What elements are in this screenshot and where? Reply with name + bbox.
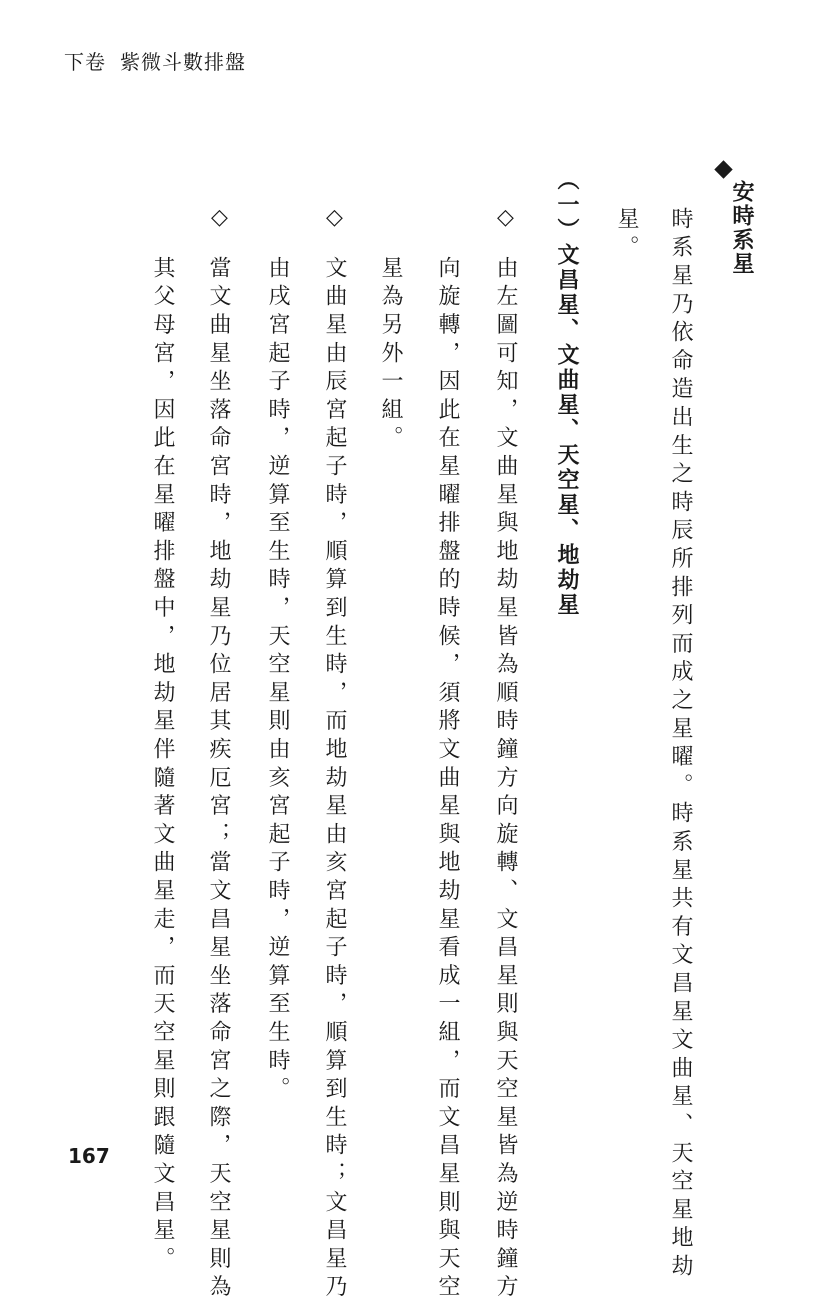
intro-line-1: 時系星乃依命造出生之時辰所排列而成之星曜。時系星共有文昌星文曲星、天空星地劫 xyxy=(668,207,693,1283)
diamond-outline-icon: ◇ xyxy=(211,205,228,230)
volume-label: 下卷 xyxy=(64,50,106,74)
bullet-2-line-1: 文曲星由辰宮起子時，順算到生時，而地劫星由亥宮起子時，順算到生時；文昌星乃 xyxy=(322,256,347,1303)
section-heading: 安時系星 xyxy=(729,180,755,276)
diamond-outline-icon: ◇ xyxy=(497,205,514,230)
page-number: 167 xyxy=(68,1144,110,1168)
diamond-outline-icon: ◇ xyxy=(326,205,343,230)
diamond-bullet-icon xyxy=(714,160,732,178)
intro-line-2: 星。 xyxy=(614,207,639,264)
book-title: 紫微斗數排盤 xyxy=(120,50,246,74)
bullet-3-line-2: 其父母宮，因此在星曜排盤中，地劫星伴隨著文曲星走，而天空星則跟隨文昌星。 xyxy=(150,256,175,1275)
bullet-1-line-2: 向旋轉，因此在星曜排盤的時候，須將文曲星與地劫星看成一組，而文昌星則與天空 xyxy=(435,256,460,1303)
bullet-1-line-1: 由左圖可知，文曲星與地劫星皆為順時鐘方向旋轉、文昌星則與天空星皆為逆時鐘方 xyxy=(493,256,518,1303)
subsection-heading: （一）文昌星、文曲星、天空星、地劫星 xyxy=(554,168,580,618)
bullet-3-line-1: 當文曲星坐落命宮時，地劫星乃位居其疾厄宮；當文昌星坐落命宮之際，天空星則為 xyxy=(206,256,231,1303)
bullet-2-line-2: 由戌宮起子時，逆算至生時，天空星則由亥宮起子時，逆算至生時。 xyxy=(265,256,290,1105)
running-header xyxy=(64,46,246,75)
bullet-1-line-3: 星為另外一組。 xyxy=(378,256,403,455)
